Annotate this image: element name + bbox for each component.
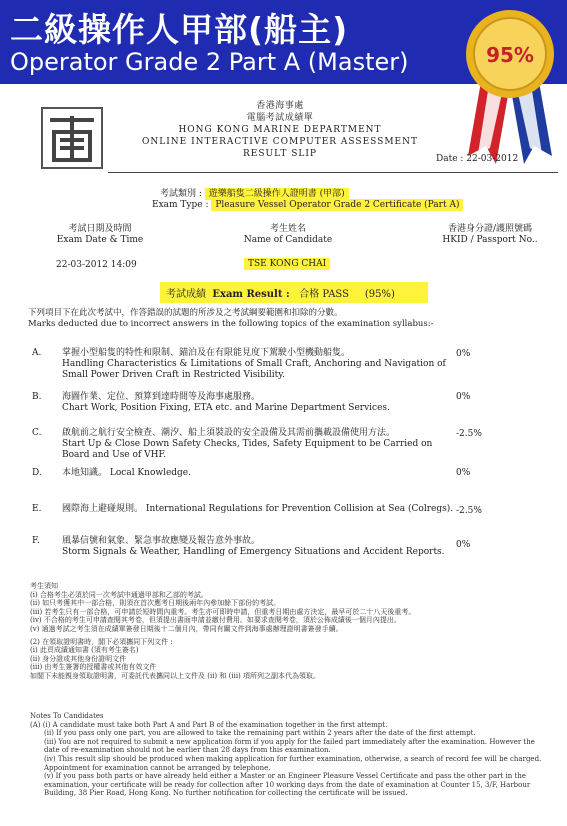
header-dept-chinese: 香港海事處	[256, 101, 304, 111]
header-dept-english: HONG KONG MARINE DEPARTMENT	[178, 125, 382, 135]
syllabus-text-en: Handling Characteristics & Limitations of Small Craft, Anchoring and Navigation of Small Power Driven Craft in Restricted Visibility.	[62, 359, 446, 380]
syllabus-deduction-b: 0%	[456, 392, 471, 402]
col-date-heading	[40, 224, 160, 246]
syllabus-text-zh: 海圖作業、定位、預算到達時間等及海事處服務。	[62, 392, 261, 402]
deduction-intro-en: Marks deducted due to incorrect answers in the following topics of the examination syllabus:-	[28, 319, 434, 329]
exam-type-english-row	[152, 200, 463, 210]
syllabus-text-en: Local Knowledge.	[109, 468, 191, 478]
header-result-slip: RESULT SLIP	[243, 149, 317, 159]
syllabus-text-zh: 本地知識。	[62, 468, 108, 478]
exam-type-value-zh: 遊樂船隻二級操作人證明書 (甲部)	[205, 188, 349, 200]
notes-zh-footer: 如閣下未能親身領取證明書，可委託代表攜同以上文件及 (ii) 和 (iii) 項所列之副本代為領取。	[30, 671, 321, 680]
exam-result-value: 合格 PASS	[299, 289, 349, 300]
score-badge-text: 95%	[486, 43, 534, 67]
syllabus-label: D.	[32, 468, 42, 478]
notes-zh-item: (iv) 不合格的考生可申請查閱其考卷，但須提出書面申請並繳付費用。如要求查閱考卷，須於公佈成績後一個月內提出。	[30, 616, 401, 625]
marine-department-logo-icon	[36, 102, 108, 174]
syllabus-text-zh: 國際海上避碰規則。	[62, 504, 144, 514]
exam-result-box	[160, 282, 428, 303]
syllabus-deduction-d: 0%	[456, 468, 471, 478]
header-assessment-english: ONLINE INTERACTIVE COMPUTER ASSESSMENT	[142, 137, 418, 147]
exam-type-label-en: Exam Type :	[152, 200, 209, 210]
exam-result-label-en: Exam Result :	[212, 289, 290, 300]
syllabus-label: E.	[32, 504, 42, 514]
document-header	[130, 100, 430, 160]
notes-en-item: (iii) You are not required to submit a new application form if you apply for the failed part immediately after the examination. However the date of re-examination should not be earlier than 28 days from this examination.	[44, 737, 535, 755]
notes-zh-item: (i) 合格考生必須於同一次考試中通過甲部和乙部的考試。	[30, 590, 208, 599]
notes-chinese	[30, 582, 550, 681]
deduction-intro-zh: 下列項目下在此次考試中，作答錯誤的試題的所涉及之考試綱要範圍和扣除的分數。	[28, 308, 343, 318]
exam-type-label-zh: 考試類別 :	[160, 189, 202, 199]
header-slip-chinese: 電腦考試成績單	[246, 113, 314, 123]
exam-type-chinese-row	[160, 186, 349, 199]
notes-zh-title: 考生須知	[30, 582, 58, 590]
col-name-heading-en: Name of Candidate	[243, 235, 333, 245]
notes-en-item: (iv) This result slip should be produced when making application for further examination, otherwise, a search of record fee will be charged. Appointment for examination cannot be arranged by telephone.	[44, 754, 542, 772]
notes-zh-item: (iii) 若考生只有一部合格，可申請於短時間內重考。考生亦可即時申請，但重考日期由處方決定，最早可於二十八天後重考。	[30, 607, 416, 616]
notes-english	[30, 712, 550, 798]
syllabus-text-en: Storm Signals & Weather, Handling of Emergency Situations and Accident Reports.	[62, 547, 445, 557]
header-divider	[108, 172, 558, 173]
notes-zh-collect-item: (iii) 由考生簽署的授權書或其他有效文件	[30, 663, 157, 672]
notes-zh-item: (ii) 如只考獲其中一部合格，則須在首次應考日期後兩年內參加餘下部份的考試。	[30, 599, 281, 608]
notes-en-title: Notes To Candidates	[30, 712, 104, 720]
syllabus-text-en: International Regulations for Prevention Collision at Sea (Colregs).	[145, 504, 454, 514]
syllabus-text-zh: 掌握小型船隻的特性和限制、錨泊及在有限能見度下駕駛小型機動船隻。	[62, 348, 351, 358]
notes-zh-collect-item: (ii) 身分證或其他身份證明文件	[30, 654, 127, 663]
exam-date-time: 22-03-2012 14:09	[56, 260, 137, 270]
col-date-heading-zh: 考試日期及時間	[68, 224, 132, 234]
col-id-heading-zh: 香港身分證/護照號碼	[447, 224, 533, 234]
syllabus-deduction-f: 0%	[456, 540, 471, 550]
banner-title-english: Operator Grade 2 Part A (Master)	[10, 48, 409, 76]
col-id-heading	[420, 224, 560, 246]
syllabus-text-en: Chart Work, Position Fixing, ETA etc. and Marine Department Services.	[62, 403, 390, 413]
notes-zh-collect-title: (2) 在領取證明書時，閣下必須攜同下列文件 :	[30, 637, 173, 646]
result-slip-document	[0, 84, 567, 826]
candidate-name-text: TSE KONG CHAI	[244, 258, 330, 270]
syllabus-deduction-a: 0%	[456, 349, 471, 359]
candidate-name	[244, 259, 330, 269]
notes-zh-collect-item: (i) 此頁成績通知書 (須有考生簽名)	[30, 646, 139, 655]
notes-en-item: (A) (i) A candidate must take both Part A and Part B of the examination together in the first attempt.	[30, 720, 388, 729]
syllabus-text-zh: 風暴信號和氣象、緊急事故應變及報告意外事故。	[62, 536, 261, 546]
col-name-heading-zh: 考生姓名	[269, 224, 306, 234]
syllabus-label: F.	[32, 536, 40, 546]
issue-date: Date : 22-03-2012	[436, 154, 519, 164]
notes-en-item: (v) If you pass both parts or have already held either a Master or an Engineer Pleasure Vessel Certificate and pass the other part in the examination, your certificate will be ready for collection after 10 working days from the date of examination at Counter 15, 3/F, Harbour Building, 38 Pier Road, Hong Kong. No further notification for collecting the certificate will be issued.	[44, 772, 531, 798]
exam-type-value-en: Pleasure Vessel Operator Grade 2 Certificate (Part A)	[211, 199, 463, 211]
deduction-intro	[28, 308, 548, 330]
syllabus-text-zh: 啟航前之航行安全檢查、潮汐、船上須裝設的安全設備及其需前攜載設備使用方法。	[62, 428, 396, 438]
syllabus-label: A.	[32, 348, 42, 358]
syllabus-deduction-c: -2.5%	[456, 429, 482, 439]
syllabus-deduction-e: -2.5%	[456, 506, 482, 516]
col-date-heading-en: Exam Date & Time	[56, 235, 144, 245]
notes-zh-item: (v) 通過考試之考生須在成績單簽發日期後十二個月內，帶同有關文件到海事處辦理證明書簽發手續。	[30, 624, 343, 633]
syllabus-text-en: Start Up & Close Down Safety Checks, Tides, Safety Equipment to be Carried on Board and Use of VHF.	[62, 439, 433, 460]
col-id-heading-en: HKID / Passport No..	[442, 235, 538, 245]
syllabus-label: C.	[32, 428, 42, 438]
syllabus-label: B.	[32, 392, 42, 402]
banner-title-chinese: 二級操作人甲部(船主)	[10, 10, 349, 49]
col-name-heading	[228, 224, 348, 246]
notes-en-item: (ii) If you pass only one part, you are allowed to take the remaining part within 2 years after the date of the first attempt.	[44, 729, 476, 738]
exam-result-percent: (95%)	[364, 289, 395, 300]
exam-result-label-zh: 考試成績	[166, 289, 206, 300]
